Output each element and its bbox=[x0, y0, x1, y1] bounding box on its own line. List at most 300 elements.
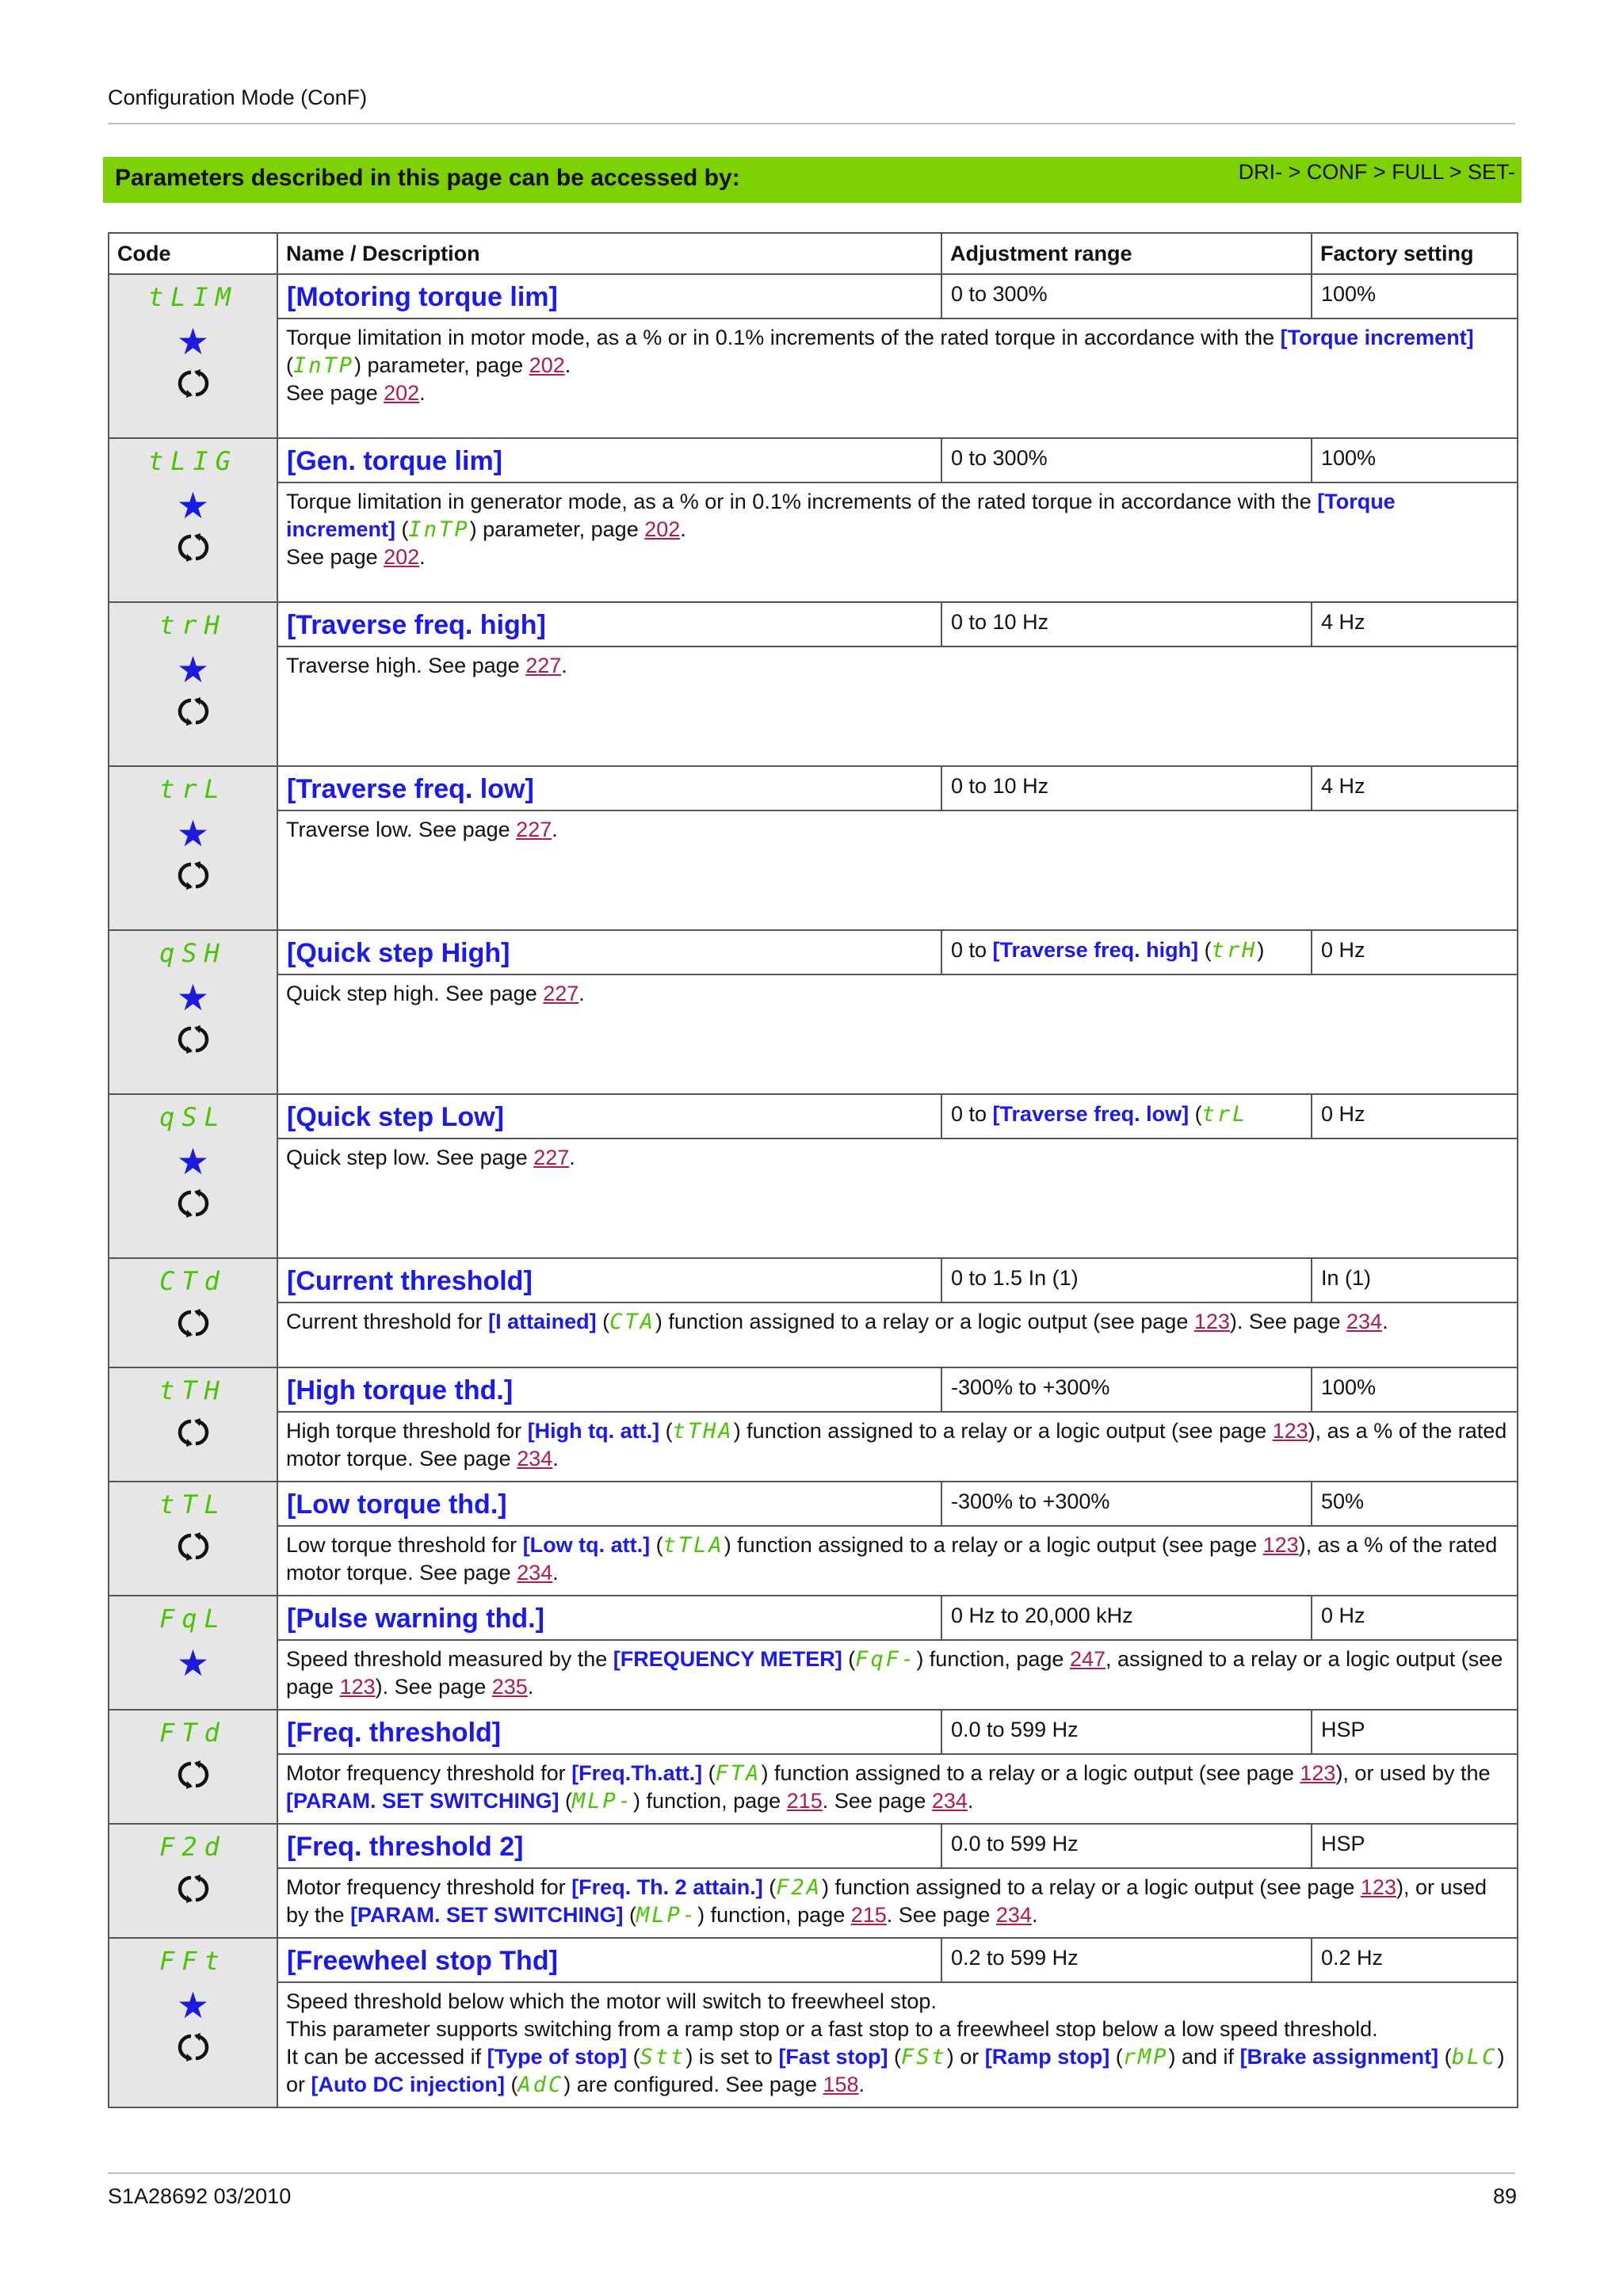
parameter-code: tTH bbox=[159, 1375, 227, 1405]
page-link[interactable]: 227 bbox=[543, 982, 579, 1005]
text-fragment: ). See page bbox=[1229, 1310, 1347, 1333]
text-fragment: . bbox=[561, 654, 567, 677]
text-fragment: ( bbox=[1109, 2045, 1123, 2069]
text-fragment: High torque threshold for bbox=[286, 1419, 528, 1443]
parameter-name: [Low torque thd.] bbox=[287, 1489, 507, 1520]
parameter-description bbox=[277, 1138, 1518, 1258]
text-fragment: ) function assigned to a relay or a logic output (see page bbox=[761, 1761, 1300, 1785]
name-cell bbox=[277, 1824, 941, 1868]
range-cell bbox=[941, 438, 1312, 482]
parameter-description bbox=[277, 1868, 1518, 1938]
parameter-row bbox=[109, 1824, 1518, 1868]
text-fragment: . bbox=[1031, 1903, 1038, 1927]
text-fragment: ), as a % of the rated motor torque. See page bbox=[286, 1533, 1498, 1585]
parameter-description-row bbox=[109, 1754, 1518, 1824]
parameter-code: qSL bbox=[159, 1102, 227, 1132]
parameter-code: CTd bbox=[159, 1266, 227, 1296]
adjustment-range: 0.2 to 599 Hz bbox=[951, 1946, 1079, 1970]
parameter-description-row bbox=[109, 1302, 1518, 1367]
range-cell bbox=[941, 766, 1312, 810]
adjustment-range: 0 to 300% bbox=[951, 446, 1048, 470]
text-fragment: Motor frequency threshold for bbox=[286, 1761, 572, 1785]
adjustment-range: 0.0 to 599 Hz bbox=[951, 1718, 1079, 1741]
parameter-code: FFt bbox=[159, 1946, 227, 1976]
text-fragment: ) or bbox=[286, 2045, 1505, 2096]
parameter-description-row bbox=[109, 974, 1518, 1094]
text-fragment: It can be accessed if bbox=[286, 2045, 487, 2069]
text-fragment: Torque limitation in motor mode, as a % or in 0.1% increments of the rated torque in accordance with the bbox=[286, 326, 1281, 349]
text-fragment: . See page bbox=[822, 1789, 932, 1813]
star-icon: ★ bbox=[176, 649, 210, 690]
name-cell bbox=[277, 1482, 941, 1526]
parameter-description bbox=[277, 1640, 1518, 1710]
text-fragment: . bbox=[967, 1789, 974, 1813]
code-cell bbox=[109, 1367, 277, 1482]
parameter-description-row bbox=[109, 1982, 1518, 2107]
text-fragment: . bbox=[552, 1561, 559, 1585]
display-code: MLP- bbox=[636, 1903, 698, 1928]
text-fragment: , assigned to a relay or a logic output (see page bbox=[286, 1647, 1503, 1699]
parameter-description bbox=[277, 974, 1518, 1094]
adjustment-range: 0 to 10 Hz bbox=[951, 610, 1049, 634]
text-fragment: ) function, page bbox=[633, 1789, 787, 1813]
factory-cell bbox=[1312, 930, 1518, 974]
text-fragment: Traverse high. See page bbox=[286, 654, 526, 677]
text-fragment: ) function assigned to a relay or a logic output (see page bbox=[821, 1875, 1361, 1899]
page-link[interactable]: 123 bbox=[1272, 1419, 1308, 1443]
access-icons bbox=[109, 649, 277, 730]
display-code: FqF- bbox=[855, 1647, 917, 1672]
adjustment-range bbox=[943, 1096, 1310, 1127]
text-fragment: ( bbox=[659, 1419, 673, 1443]
cycle-icon bbox=[178, 1417, 209, 1451]
parameter-description bbox=[277, 1982, 1518, 2107]
code-cell bbox=[109, 438, 277, 602]
footer-divider bbox=[108, 2172, 1515, 2174]
page-link[interactable]: 215 bbox=[850, 1903, 887, 1927]
text-fragment: ) function assigned to a relay or a logic output (see page bbox=[733, 1419, 1273, 1443]
text-fragment: ) and if bbox=[1168, 2045, 1240, 2069]
text-fragment: ) function assigned to a relay or a logic output (see page bbox=[655, 1310, 1194, 1333]
factory-setting: 100% bbox=[1321, 282, 1377, 306]
factory-cell bbox=[1312, 1824, 1518, 1868]
page-link[interactable]: 215 bbox=[786, 1789, 823, 1813]
parameter-reference: [Low tq. att.] bbox=[522, 1533, 651, 1557]
page-link[interactable]: 202 bbox=[529, 353, 565, 377]
access-icons bbox=[109, 813, 277, 894]
parameter-reference: [Freq. Th. 2 attain.] bbox=[571, 1875, 763, 1899]
text-fragment: ) function, page bbox=[916, 1647, 1070, 1671]
page-link[interactable]: 234 bbox=[995, 1903, 1032, 1927]
cycle-icon bbox=[178, 532, 209, 566]
parameter-code: tLIG bbox=[147, 446, 239, 476]
parameter-row bbox=[109, 1938, 1518, 1982]
text-fragment: ( bbox=[627, 2045, 640, 2069]
parameter-description-row bbox=[109, 1526, 1518, 1596]
text-fragment: Low torque threshold for bbox=[286, 1533, 523, 1557]
text-fragment: . See page bbox=[886, 1903, 996, 1927]
text-fragment: ( bbox=[1438, 2045, 1452, 2069]
parameter-description bbox=[277, 1754, 1518, 1824]
access-icons bbox=[109, 1642, 277, 1684]
adjustment-range: 0 Hz to 20,000 kHz bbox=[951, 1604, 1133, 1627]
text-fragment: Traverse low. See page bbox=[286, 818, 517, 841]
page-link[interactable]: 123 bbox=[1262, 1533, 1299, 1557]
parameter-description-row bbox=[109, 1868, 1518, 1938]
column-header-name: Name / Description bbox=[277, 233, 941, 274]
parameter-reference: [Traverse freq. low] bbox=[992, 1102, 1190, 1126]
code-cell bbox=[109, 274, 277, 438]
range-cell bbox=[941, 602, 1312, 646]
parameter-name: [Current threshold] bbox=[287, 1266, 533, 1296]
page-link[interactable]: 202 bbox=[384, 381, 420, 405]
text-fragment: ( bbox=[1198, 938, 1212, 962]
access-icons bbox=[109, 977, 277, 1058]
factory-setting: 0 Hz bbox=[1321, 1102, 1365, 1126]
text-fragment: ( bbox=[762, 1875, 777, 1899]
parameter-reference: [Auto DC injection] bbox=[311, 2073, 505, 2096]
display-code: F2A bbox=[776, 1875, 822, 1900]
range-cell bbox=[941, 1094, 1312, 1138]
text-fragment: Motor frequency threshold for bbox=[286, 1875, 572, 1899]
text-fragment: Speed threshold measured by the bbox=[286, 1647, 613, 1671]
parameter-description bbox=[277, 318, 1518, 438]
parameter-row bbox=[109, 1482, 1518, 1526]
text-fragment: ), or used by the bbox=[1335, 1761, 1491, 1785]
text-fragment: . bbox=[680, 517, 686, 541]
code-cell bbox=[109, 1938, 277, 2107]
factory-cell bbox=[1312, 1710, 1518, 1754]
page-link[interactable]: 202 bbox=[384, 545, 420, 569]
parameter-reference: [FREQUENCY METER] bbox=[613, 1647, 842, 1671]
page-link[interactable]: 227 bbox=[516, 818, 552, 841]
adjustment-range: -300% to +300% bbox=[951, 1489, 1110, 1513]
parameter-reference: [I attained] bbox=[488, 1310, 597, 1333]
parameter-description bbox=[277, 1412, 1518, 1482]
parameter-name: [Freq. threshold 2] bbox=[287, 1832, 524, 1862]
footer-page-number: 89 bbox=[1492, 2184, 1517, 2208]
text-fragment: . bbox=[527, 1675, 534, 1699]
access-icons bbox=[109, 485, 277, 566]
text-fragment: Current threshold for bbox=[286, 1310, 489, 1333]
code-cell bbox=[109, 1094, 277, 1258]
parameter-code: FqL bbox=[159, 1604, 227, 1634]
page-link[interactable]: 123 bbox=[1193, 1310, 1230, 1333]
access-icons bbox=[109, 321, 277, 402]
text-fragment: . bbox=[419, 545, 426, 569]
page-header-title: Configuration Mode (ConF) bbox=[108, 86, 368, 109]
parameter-name: [Traverse freq. high] bbox=[287, 610, 546, 640]
display-code: bLC bbox=[1451, 2045, 1498, 2069]
star-icon: ★ bbox=[176, 813, 210, 854]
display-code: rMP bbox=[1122, 2045, 1169, 2069]
column-header-factory: Factory setting bbox=[1312, 233, 1518, 274]
parameter-row bbox=[109, 1258, 1518, 1302]
page-link[interactable]: 123 bbox=[1300, 1761, 1336, 1785]
text-fragment: ) parameter, page bbox=[469, 517, 645, 541]
text-fragment: ), or used by the bbox=[286, 1875, 1487, 1927]
factory-cell bbox=[1312, 766, 1518, 810]
text-fragment: ) are configured. See page bbox=[563, 2073, 823, 2096]
parameter-row bbox=[109, 274, 1518, 318]
name-cell bbox=[277, 438, 941, 482]
name-cell bbox=[277, 1367, 941, 1412]
range-cell bbox=[941, 274, 1312, 318]
parameter-row bbox=[109, 1596, 1518, 1640]
range-cell bbox=[941, 930, 1312, 974]
parameter-reference: [Brake assignment] bbox=[1239, 2045, 1439, 2069]
parameter-reference: [PARAM. SET SWITCHING] bbox=[286, 1789, 559, 1813]
factory-cell bbox=[1312, 1258, 1518, 1302]
factory-cell bbox=[1312, 1367, 1518, 1412]
parameter-code: tLIM bbox=[147, 282, 239, 312]
parameter-code: FTd bbox=[159, 1718, 227, 1748]
parameter-description-row bbox=[109, 1412, 1518, 1482]
footer-document-id: S1A28692 03/2010 bbox=[108, 2184, 292, 2208]
adjustment-range: 0 to 1.5 In (1) bbox=[951, 1266, 1079, 1290]
parameter-description-row bbox=[109, 1138, 1518, 1258]
factory-cell bbox=[1312, 1938, 1518, 1982]
factory-setting: 50% bbox=[1321, 1489, 1365, 1513]
cycle-icon bbox=[178, 368, 209, 402]
range-cell bbox=[941, 1258, 1312, 1302]
display-code: FSt bbox=[900, 2045, 947, 2069]
factory-setting: 0 Hz bbox=[1321, 938, 1365, 962]
page-link[interactable]: 227 bbox=[533, 1146, 570, 1169]
parameter-row bbox=[109, 602, 1518, 646]
text-fragment: See page bbox=[286, 381, 384, 405]
parameter-description bbox=[277, 1302, 1518, 1367]
access-banner-title: Parameters described in this page can be accessed by: bbox=[115, 165, 740, 191]
text-fragment: . bbox=[858, 2073, 865, 2096]
factory-setting: 100% bbox=[1321, 446, 1377, 470]
access-icons bbox=[109, 1308, 277, 1342]
page-link[interactable]: 123 bbox=[339, 1675, 376, 1699]
text-fragment: ), as a % of the rated motor torque. See page bbox=[286, 1419, 1507, 1470]
text-fragment: ) is set to bbox=[685, 2045, 779, 2069]
display-code: Stt bbox=[640, 2045, 686, 2069]
adjustment-range: -300% to +300% bbox=[951, 1375, 1110, 1399]
text-fragment: ) or bbox=[946, 2045, 985, 2069]
cycle-icon bbox=[178, 696, 209, 730]
factory-cell bbox=[1312, 274, 1518, 318]
factory-setting: In (1) bbox=[1321, 1266, 1372, 1290]
range-cell bbox=[941, 1596, 1312, 1640]
cycle-icon bbox=[178, 2032, 209, 2066]
factory-setting: 0.2 Hz bbox=[1321, 1946, 1384, 1970]
parameter-name: [Freewheel stop Thd] bbox=[287, 1946, 558, 1976]
text-fragment: Torque limitation in generator mode, as a % or in 0.1% increments of the rated torque in accordance with the bbox=[286, 490, 1318, 513]
access-menu-path: DRI- > CONF > FULL > SET- bbox=[1238, 160, 1515, 184]
display-code: trL bbox=[1201, 1102, 1248, 1127]
text-fragment: ( bbox=[702, 1761, 716, 1785]
access-icons bbox=[109, 1531, 277, 1566]
cycle-icon bbox=[178, 860, 209, 894]
text-fragment: ( bbox=[650, 1533, 663, 1557]
factory-cell bbox=[1312, 1596, 1518, 1640]
page-link[interactable]: 234 bbox=[931, 1789, 968, 1813]
text-fragment: ( bbox=[504, 2073, 518, 2096]
header-divider bbox=[108, 123, 1515, 124]
text-fragment: 0 to bbox=[951, 1102, 993, 1126]
code-cell bbox=[109, 1596, 277, 1710]
cycle-icon bbox=[178, 1024, 209, 1058]
factory-setting: HSP bbox=[1321, 1832, 1365, 1855]
text-fragment: ) parameter, page bbox=[354, 353, 529, 377]
page-link[interactable]: 123 bbox=[1360, 1875, 1396, 1899]
parameter-code: trL bbox=[159, 774, 227, 804]
text-fragment: This parameter supports switching from a ramp stop or a fast stop to a freewheel stop below a low speed threshold. bbox=[286, 2017, 1378, 2041]
range-cell bbox=[941, 1710, 1312, 1754]
cycle-icon bbox=[178, 1874, 209, 1908]
parameter-description bbox=[277, 1526, 1518, 1596]
page-link[interactable]: 227 bbox=[525, 654, 562, 677]
parameter-code: trH bbox=[159, 610, 227, 640]
parameter-description-row bbox=[109, 1640, 1518, 1710]
parameter-description bbox=[277, 482, 1518, 602]
access-icons bbox=[109, 1760, 277, 1794]
parameter-description bbox=[277, 646, 1518, 766]
parameter-reference: [Type of stop] bbox=[487, 2045, 628, 2069]
factory-setting: 100% bbox=[1321, 1375, 1377, 1399]
page-link[interactable]: 234 bbox=[517, 1561, 553, 1585]
name-cell bbox=[277, 602, 941, 646]
star-icon: ★ bbox=[176, 485, 210, 526]
code-cell bbox=[109, 1710, 277, 1824]
page-link[interactable]: 202 bbox=[644, 517, 681, 541]
text-fragment: See page bbox=[286, 545, 384, 569]
text-fragment: . bbox=[564, 353, 571, 377]
text-fragment: ). See page bbox=[375, 1675, 492, 1699]
parameter-description bbox=[277, 810, 1518, 930]
parameter-table bbox=[108, 232, 1518, 2108]
parameter-reference: [Fast stop] bbox=[778, 2045, 888, 2069]
star-icon: ★ bbox=[176, 1141, 210, 1182]
cycle-icon bbox=[178, 1531, 209, 1566]
text-fragment: 0 to bbox=[951, 938, 993, 962]
display-code: InTP bbox=[293, 353, 355, 378]
cycle-icon bbox=[178, 1188, 209, 1222]
parameter-name: [Freq. threshold] bbox=[287, 1718, 502, 1748]
text-fragment: Speed threshold below which the motor will switch to freewheel stop. bbox=[286, 1989, 937, 2013]
parameter-code: tTL bbox=[159, 1489, 227, 1520]
text-fragment: . bbox=[552, 1447, 559, 1470]
adjustment-range bbox=[943, 932, 1310, 963]
parameter-reference: [Ramp stop] bbox=[984, 2045, 1110, 2069]
page-link[interactable]: 247 bbox=[1069, 1647, 1106, 1671]
parameter-row bbox=[109, 1094, 1518, 1138]
access-banner bbox=[103, 157, 1522, 203]
code-cell bbox=[109, 930, 277, 1094]
text-fragment: Quick step high. See page bbox=[286, 982, 544, 1005]
parameter-description-row bbox=[109, 482, 1518, 602]
column-header-code: Code bbox=[109, 233, 277, 274]
parameter-reference: [Torque increment] bbox=[1280, 326, 1474, 349]
parameter-reference: [Freq.Th.att.] bbox=[571, 1761, 703, 1785]
display-code: tTLA bbox=[663, 1533, 724, 1558]
parameter-reference: [High tq. att.] bbox=[527, 1419, 660, 1443]
display-code: AdC bbox=[517, 2073, 564, 2097]
parameter-description-row bbox=[109, 810, 1518, 930]
parameter-name: [Motoring torque lim] bbox=[287, 282, 558, 312]
range-cell bbox=[941, 1482, 1312, 1526]
column-header-range: Adjustment range bbox=[941, 233, 1312, 274]
parameter-description-row bbox=[109, 646, 1518, 766]
display-code: tTHA bbox=[672, 1419, 734, 1444]
parameter-row bbox=[109, 1367, 1518, 1412]
text-fragment: ) function assigned to a relay or a logic output (see page bbox=[724, 1533, 1263, 1557]
name-cell bbox=[277, 274, 941, 318]
adjustment-range: 0 to 300% bbox=[951, 282, 1048, 306]
parameter-code: qSH bbox=[159, 938, 227, 968]
name-cell bbox=[277, 766, 941, 810]
factory-setting: 4 Hz bbox=[1321, 774, 1365, 798]
code-cell bbox=[109, 1258, 277, 1367]
text-fragment: . bbox=[569, 1146, 575, 1169]
range-cell bbox=[941, 1824, 1312, 1868]
parameter-name: [Quick step Low] bbox=[287, 1102, 504, 1132]
code-cell bbox=[109, 766, 277, 930]
access-icons bbox=[109, 1985, 277, 2066]
page-link[interactable]: 235 bbox=[491, 1675, 528, 1699]
display-code: trH bbox=[1211, 938, 1258, 963]
code-cell bbox=[109, 1482, 277, 1596]
name-cell bbox=[277, 930, 941, 974]
parameter-row bbox=[109, 438, 1518, 482]
text-fragment: . bbox=[419, 381, 426, 405]
text-fragment: ( bbox=[842, 1647, 856, 1671]
page-link[interactable]: 158 bbox=[823, 2073, 859, 2096]
code-cell bbox=[109, 1824, 277, 1938]
table-header-row bbox=[109, 233, 1518, 274]
cycle-icon bbox=[178, 1760, 209, 1794]
text-fragment: ( bbox=[1189, 1102, 1202, 1126]
star-icon: ★ bbox=[176, 321, 210, 362]
page-link[interactable]: 234 bbox=[517, 1447, 553, 1470]
cycle-icon bbox=[178, 1308, 209, 1342]
parameter-name: [Quick step High] bbox=[287, 938, 510, 968]
text-fragment: . bbox=[552, 818, 558, 841]
factory-cell bbox=[1312, 1482, 1518, 1526]
access-icons bbox=[109, 1141, 277, 1222]
display-code: CTA bbox=[609, 1310, 655, 1334]
code-cell bbox=[109, 602, 277, 766]
text-fragment: . bbox=[1382, 1310, 1388, 1333]
display-code: MLP- bbox=[571, 1789, 634, 1814]
name-cell bbox=[277, 1938, 941, 1982]
star-icon: ★ bbox=[176, 1985, 210, 2026]
text-fragment: ( bbox=[286, 353, 293, 377]
name-cell bbox=[277, 1596, 941, 1640]
star-icon: ★ bbox=[176, 977, 210, 1018]
star-icon: ★ bbox=[176, 1642, 210, 1684]
name-cell bbox=[277, 1258, 941, 1302]
adjustment-range: 0 to 10 Hz bbox=[951, 774, 1049, 798]
parameter-code: F2d bbox=[159, 1832, 227, 1862]
range-cell bbox=[941, 1367, 1312, 1412]
factory-setting: 4 Hz bbox=[1321, 610, 1365, 634]
text-fragment: ) bbox=[1257, 938, 1265, 962]
text-fragment: ( bbox=[888, 2045, 901, 2069]
name-cell bbox=[277, 1710, 941, 1754]
factory-cell bbox=[1312, 1094, 1518, 1138]
parameter-name: [Pulse warning thd.] bbox=[287, 1604, 544, 1634]
text-fragment: ) function, page bbox=[697, 1903, 851, 1927]
page-link[interactable]: 234 bbox=[1346, 1310, 1383, 1333]
text-fragment: ( bbox=[623, 1903, 637, 1927]
factory-cell bbox=[1312, 438, 1518, 482]
parameter-row bbox=[109, 930, 1518, 974]
